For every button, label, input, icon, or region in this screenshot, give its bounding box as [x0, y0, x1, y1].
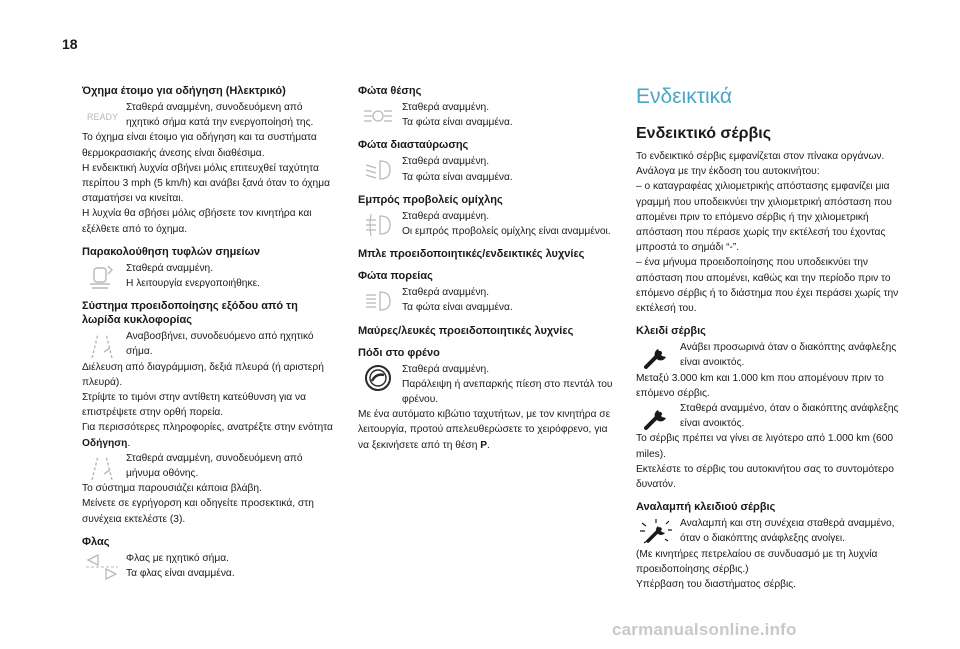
section-foot-on-brake [358, 346, 613, 453]
status-text: Αναλαμπή και στη συνέχεια σταθερά αναμμένο, όταν ο διακόπτης ανάφλεξης ανοίγει. [680, 518, 895, 545]
section-black-white-lamps [358, 324, 613, 338]
status-text: Σταθερά αναμμένη. [402, 287, 490, 299]
paragraph: (Με κινητήρες πετρελαίου σε συνδυασμό με τη λυχνία προειδοποίησης σέρβις.) [636, 548, 878, 575]
paragraph: Με ένα αυτόματο κιβώτιο ταχυτήτων, με τον κινητήρα σε λειτουργία, προτού απελευθερώσετε το χειρόφρενο, για να ξεκινήσετε από τη θέση P. [358, 409, 611, 451]
paragraph: Τα φώτα είναι αναμμένα. [402, 117, 513, 129]
paragraph: Διέλευση από διαγράμμιση, δεξιά πλευρά (ή αριστερή πλευρά). [82, 361, 324, 388]
position-lights-icon [360, 101, 396, 131]
section-ready [82, 84, 334, 237]
status-text: Σταθερά αναμμένη. [126, 262, 214, 274]
section-title: Φώτα θέσης [358, 85, 422, 97]
column-left [82, 84, 334, 589]
section-position-lights [358, 84, 613, 130]
section-high-beam [358, 269, 613, 315]
svg-text:READY: READY [87, 112, 119, 122]
lane-departure-icon [84, 452, 120, 482]
wrench-icon [638, 402, 674, 432]
paragraph: Για περισσότερες πληροφορίες, ανατρέξτε στην ενότητα Οδήγηση. [82, 422, 333, 449]
chapter-heading: Ενδεικτικά [636, 85, 733, 108]
foot-on-brake-icon [360, 363, 396, 393]
wrench-icon [638, 341, 674, 371]
paragraph: Στρίψτε το τιμόνι στην αντίθετη κατεύθυνση για να επιστρέψετε στην ορθή πορεία. [82, 392, 307, 419]
paragraph: Το ενδεικτικό σέρβις εμφανίζεται στον πίνακα οργάνων. Ανάλογα με την έκδοση του αυτοκινήτου: [636, 151, 885, 178]
low-beam-icon [360, 155, 396, 185]
section-service-key [636, 324, 901, 492]
paragraph: Υπέρβαση του διαστήματος σέρβις. [636, 579, 796, 591]
paragraph: Το όχημα είναι έτοιμο για οδήγηση και τα συστήματα θερμοκρασιακής άνεσης είναι διαθέσιμα. [82, 132, 317, 159]
section-title: Φλας [82, 535, 110, 548]
column-right [636, 84, 901, 600]
status-text: Σταθερά αναμμένη. [402, 156, 490, 168]
paragraph: Τα φλας είναι αναμμένα. [126, 568, 235, 580]
section-title: Πόδι στο φρένο [358, 346, 440, 359]
status-text: Σταθερά αναμμένη. [402, 102, 490, 113]
section-title: Όχημα έτοιμο για οδήγηση (Ηλεκτρικό) [82, 85, 286, 97]
gear-position: P [480, 439, 487, 451]
status-text: Σταθερά αναμμένο, όταν ο διακόπτης ανάφλεξης είναι ανοικτός. [680, 403, 899, 430]
blind-spot-icon [84, 262, 120, 292]
paragraph: – ο καταγραφέας χιλιομετρικής απόστασης εμφανίζει μια γραμμή που υποδεικνύει την χιλιομετρική απόσταση που απομένει πριν το επόμενο σέρβις ή την χιλιομετρική απόσταση που πέρασε χωρίς την εκτέλεσή του έχοντας μπροστά το σημάδι “-”. [636, 181, 892, 254]
section-title: Αναλαμπή κλειδιού σέρβις [636, 501, 776, 514]
paragraph: Η ενδεικτική λυχνία σβήνει μόλις επιτευχθεί ταχύτητα περίπου 3 mph (5 km/h) και ανάβει ξανά όταν το όχημα σταματήσει να κινείται. [82, 162, 330, 205]
lane-departure-icon [84, 330, 120, 360]
status-text: Σταθερά αναμμένη. [402, 363, 490, 375]
section-title: Φώτα διασταύρωσης [358, 139, 469, 152]
section-low-beam [358, 138, 613, 184]
cross-reference: Οδήγηση [82, 437, 128, 449]
front-fog-icon [360, 210, 396, 240]
paragraph: Το σύστημα παρουσιάζει κάποια βλάβη. [82, 483, 262, 495]
page-number: 18 [62, 36, 78, 52]
paragraph: Το σέρβις πρέπει να γίνει σε λιγότερο από 1.000 km (600 miles). [636, 433, 894, 460]
status-text: Σταθερά αναμμένη. [402, 210, 490, 222]
section-front-fog [358, 193, 613, 239]
section-turn-signals [82, 535, 334, 581]
column-middle [358, 84, 613, 461]
status-text: Αναβοσβήνει, συνοδευόμενο από ηχητικό σήμα. [126, 331, 314, 358]
section-blind-spot [82, 245, 334, 291]
section-title: Σύστημα προειδοποίησης εξόδου από τη λωρίδα κυκλοφορίας [82, 300, 298, 327]
status-text: Σταθερά αναμμένη, συνοδευόμενη από ηχητικό σήμα κατά την ενεργοποίησή της. [126, 102, 314, 129]
paragraph: Παράλειψη ή ανεπαρκής πίεση στο πεντάλ του φρένου. [402, 378, 613, 406]
paragraph: Μεταξύ 3.000 km και 1.000 km που απομένουν πριν το επόμενο σέρβις. [636, 372, 884, 399]
section-service-indicator [636, 149, 901, 316]
paragraph: Οι εμπρός προβολείς ομίχλης είναι αναμμένοι. [402, 226, 611, 238]
section-blue-lamps [358, 247, 613, 261]
section-title: Παρακολούθηση τυφλών σημείων [82, 245, 260, 258]
section-flashing-service-key [636, 500, 901, 592]
flashing-wrench-icon [638, 517, 674, 547]
section-title: Φώτα πορείας [358, 270, 433, 283]
paragraph: Τα φώτα είναι αναμμένα. [402, 302, 513, 314]
section-title: Μπλε προειδοποιητικές/ενδεικτικές λυχνίες [358, 248, 585, 261]
section-lane-departure [82, 299, 334, 527]
paragraph: Η λειτουργία ενεργοποιήθηκε. [126, 278, 260, 290]
ready-icon [84, 101, 120, 131]
section-title: Κλειδί σέρβις [636, 325, 706, 338]
watermark: carmanualsonline.info [612, 620, 797, 639]
section-heading: Ενδεικτικό σέρβις [636, 125, 772, 142]
section-title: Μαύρες/λευκές προειδοποιητικές λυχνίες [358, 324, 574, 337]
paragraph: Εκτελέστε το σέρβις του αυτοκινήτου σας το συντομότερο δυνατόν. [636, 463, 894, 491]
paragraph: Μείνετε σε εγρήγορση και οδηγείτε προσεκτικά, στη συνέχεια εκτελέστε (3). [82, 498, 314, 525]
status-text: Σταθερά αναμμένη, συνοδευόμενη από μήνυμα οθόνης. [126, 452, 303, 480]
status-text: Φλας με ηχητικό σήμα. [126, 552, 229, 564]
high-beam-icon [360, 286, 396, 316]
paragraph: – ένα μήνυμα προειδοποίησης που υποδεικνύει την απόσταση που απομένει, καθώς και την περίοδο πριν το επόμενο σέρβις ή το διάστημα που έχει περάσει χωρίς την εκτέλεσή του. [636, 257, 899, 315]
paragraph: Η λυχνία θα σβήσει μόλις σβήσετε τον κινητήρα και εξέλθετε από το όχημα. [82, 208, 312, 235]
paragraph: Τα φώτα είναι αναμμένα. [402, 171, 513, 183]
section-title: Εμπρός προβολείς ομίχλης [358, 193, 503, 206]
turn-signal-icon [84, 552, 120, 582]
status-text: Ανάβει προσωρινά όταν ο διακόπτης ανάφλεξης είναι ανοικτός. [680, 342, 897, 369]
